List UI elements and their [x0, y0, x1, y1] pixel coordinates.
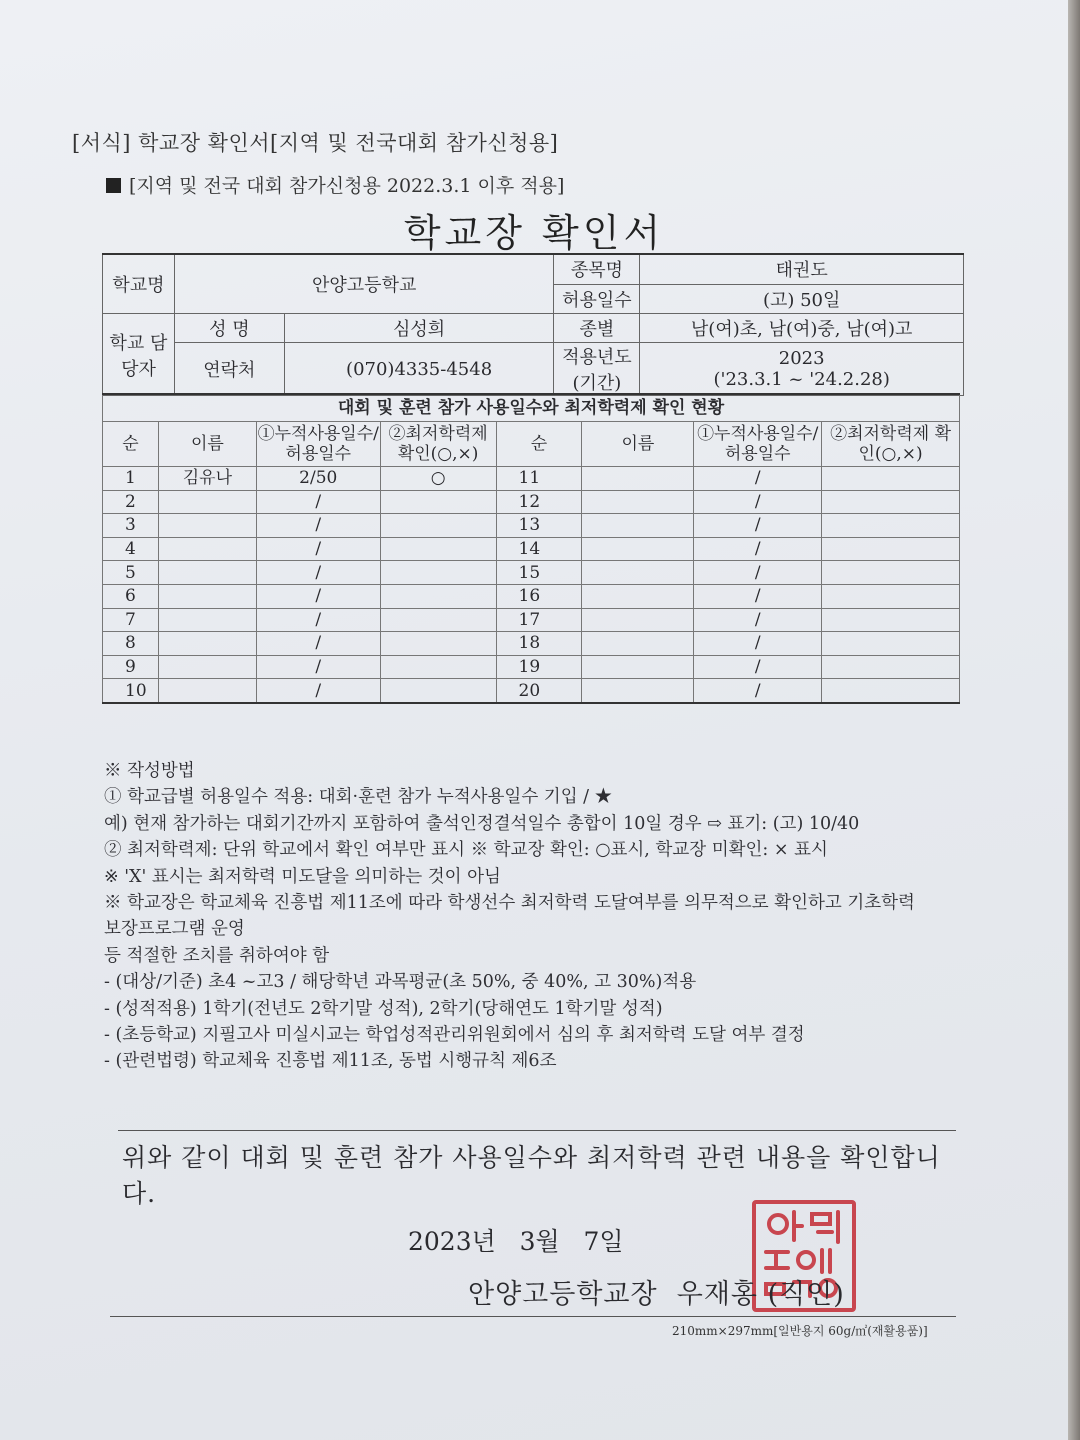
instructions [104, 758, 974, 1075]
category-label: 종별 [554, 314, 640, 343]
academic-check [380, 514, 496, 538]
school-value: 안양고등학교 [174, 254, 554, 314]
page-title: 학교장 확인서 [403, 211, 665, 255]
contact-value: (070)4335-4548 [284, 343, 554, 396]
table-row [103, 490, 960, 514]
academic-check [822, 537, 960, 561]
days-used: / [694, 584, 822, 608]
row-number: 11 [496, 467, 582, 491]
name-value: 심성희 [284, 314, 554, 343]
event-label: 종목명 [554, 254, 640, 284]
student-name [582, 490, 694, 514]
instruction-line: ② 최저학력제: 단위 학교에서 확인 여부만 표시 ※ 학교장 확인: ○표시, 학교장 미확인: × 표시 [104, 840, 828, 861]
divider [118, 1130, 956, 1131]
paper-shadow-edge [1068, 0, 1080, 1440]
row-number: 4 [103, 537, 159, 561]
contact-label: 연락처 [174, 343, 284, 396]
academic-check [380, 608, 496, 632]
academic-check [380, 584, 496, 608]
days-used: / [694, 679, 822, 703]
days-used: / [256, 584, 380, 608]
instruction-line: 보장프로그램 운영 [104, 919, 245, 940]
student-name [582, 537, 694, 561]
table-row [103, 467, 960, 491]
days-used: / [256, 608, 380, 632]
row-number: 5 [103, 561, 159, 585]
instruction-line: ※ 작성방법 [104, 761, 195, 781]
student-name [582, 561, 694, 585]
row-number: 10 [103, 679, 159, 703]
row-number: 1 [103, 467, 159, 491]
days-used: / [694, 467, 822, 491]
academic-check [380, 561, 496, 585]
table-row [103, 537, 960, 561]
allowed-days-label: 허용일수 [554, 284, 640, 314]
col-header-no: 순 [496, 422, 582, 467]
signer-line: 안양고등학교장 우재홍 (직인) [468, 1279, 845, 1310]
instruction-line: 예) 현재 참가하는 대회기간까지 포함하여 출석인정결석일수 총합이 10일 경우 ⇨ 표기: (고) 10/40 [104, 813, 860, 834]
student-name [158, 561, 256, 585]
student-name [582, 584, 694, 608]
instruction-line: - (성적적용) 1학기(전년도 2학기말 성적), 2학기(당해연도 1학기말 성적) [104, 998, 663, 1019]
sub-label-text: [지역 및 전국 대회 참가신청용 2022.3.1 이후 적용] [129, 175, 565, 197]
student-name [158, 632, 256, 656]
student-name: 김유나 [158, 467, 256, 491]
table-row [103, 632, 960, 656]
divider [110, 1316, 956, 1317]
row-number: 14 [496, 537, 582, 561]
row-number: 20 [496, 679, 582, 703]
form-label: [서식] 학교장 확인서[지역 및 전국대회 참가신청용] [72, 131, 559, 155]
allowed-days-value: (고) 50일 [640, 284, 964, 314]
days-used: / [694, 537, 822, 561]
student-name [158, 655, 256, 679]
school-label: 학교명 [103, 254, 175, 314]
row-number: 18 [496, 632, 582, 656]
name-label: 성 명 [174, 314, 284, 343]
academic-check [380, 632, 496, 656]
row-number: 2 [103, 490, 159, 514]
days-used: / [694, 490, 822, 514]
days-used: / [694, 632, 822, 656]
days-used: / [256, 561, 380, 585]
instruction-line: ※ 학교장은 학교체육 진흥법 제11조에 따라 학생선수 최저학력 도달여부를 의무적으로 확인하고 기초학력 [104, 893, 915, 914]
academic-check [380, 655, 496, 679]
academic-check [822, 679, 960, 703]
academic-check [822, 490, 960, 514]
row-number: 12 [496, 490, 582, 514]
row-number: 17 [496, 608, 582, 632]
academic-check [380, 679, 496, 703]
academic-check [822, 655, 960, 679]
row-number: 6 [103, 584, 159, 608]
row-number: 8 [103, 632, 159, 656]
staff-label: 학교 담당자 [103, 314, 175, 396]
info-table [102, 253, 964, 396]
days-used: / [256, 679, 380, 703]
days-used: / [694, 655, 822, 679]
student-name [158, 584, 256, 608]
days-used: / [256, 537, 380, 561]
days-used: / [256, 514, 380, 538]
table-row [103, 679, 960, 703]
student-name [582, 632, 694, 656]
days-used: / [694, 561, 822, 585]
days-used: / [694, 608, 822, 632]
row-number: 9 [103, 655, 159, 679]
days-used: / [256, 632, 380, 656]
col-header-days: ①누적사용일수/ 허용일수 [256, 422, 380, 467]
instruction-line: - (관련법령) 학교체육 진흥법 제11조, 동법 시행규칙 제6조 [104, 1051, 557, 1072]
col-header-no: 순 [103, 422, 159, 467]
row-number: 15 [496, 561, 582, 585]
row-number: 3 [103, 514, 159, 538]
student-name [582, 514, 694, 538]
academic-check [822, 561, 960, 585]
col-header-days: ①누적사용일수/ 허용일수 [694, 422, 822, 467]
academic-check: ○ [380, 467, 496, 491]
instruction-line: - (초등학교) 지필고사 미실시교는 학업성적관리위원회에서 심의 후 최저학력 도달 여부 결정 [104, 1025, 805, 1046]
table-row [103, 608, 960, 632]
status-table-caption: 대회 및 훈련 참가 사용일수와 최저학력제 확인 현황 [103, 394, 960, 422]
year-value: 2023 [778, 348, 825, 369]
table-row [103, 584, 960, 608]
days-used: / [256, 655, 380, 679]
row-number: 7 [103, 608, 159, 632]
academic-check [380, 537, 496, 561]
student-name [158, 514, 256, 538]
table-row [103, 561, 960, 585]
col-header-name: 이름 [582, 422, 694, 467]
row-number: 13 [496, 514, 582, 538]
academic-check [380, 490, 496, 514]
student-name [158, 679, 256, 703]
year-label: 적용년도 (기간) [554, 343, 640, 396]
academic-check [822, 632, 960, 656]
sub-label [106, 171, 564, 198]
instruction-line: ※ 'X' 표시는 최저학력 미도달을 의미하는 것이 아님 [104, 866, 501, 887]
days-used: / [694, 514, 822, 538]
square-bullet-icon [106, 178, 121, 193]
period-value: ('23.3.1 ~ '24.2.28) [713, 369, 890, 390]
student-name [582, 679, 694, 703]
student-name [582, 655, 694, 679]
instruction-line: ① 학교급별 허용일수 적용: 대회·훈련 참가 누적사용일수 기입 / ★ [104, 787, 613, 808]
col-header-check: ②최저학력제 확인(○,×) [380, 422, 496, 467]
student-name [158, 537, 256, 561]
student-name [582, 608, 694, 632]
academic-check [822, 608, 960, 632]
instruction-line: - (대상/기준) 초4 ~고3 / 해당학년 과목평균(초 50%, 중 40%, 고 30%)적용 [104, 972, 697, 993]
status-table-body [103, 467, 960, 703]
table-row [103, 655, 960, 679]
student-name [158, 608, 256, 632]
academic-check [822, 514, 960, 538]
issue-date: 2023년 3월 7일 [408, 1227, 624, 1256]
instruction-line: 등 적절한 조치를 취하여야 함 [104, 945, 330, 966]
days-used: / [256, 490, 380, 514]
student-name [582, 467, 694, 491]
row-number: 19 [496, 655, 582, 679]
year-cell [640, 343, 964, 396]
academic-check [822, 467, 960, 491]
row-number: 16 [496, 584, 582, 608]
table-row [103, 514, 960, 538]
days-used: 2/50 [256, 467, 380, 491]
col-header-check: ②최저학력제 확인(○,×) [822, 422, 960, 467]
status-table [102, 393, 960, 704]
col-header-name: 이름 [158, 422, 256, 467]
academic-check [822, 584, 960, 608]
category-value: 남(여)초, 남(여)중, 남(여)고 [640, 314, 964, 343]
student-name [158, 490, 256, 514]
event-value: 태권도 [640, 254, 964, 284]
confirmation-text: 위와 같이 대회 및 훈련 참가 사용일수와 최저학력 관련 내용을 확인합니다. [122, 1143, 941, 1208]
paper-spec: 210mm×297mm[일반용지 60g/㎡(재활용품)] [672, 1324, 928, 1338]
